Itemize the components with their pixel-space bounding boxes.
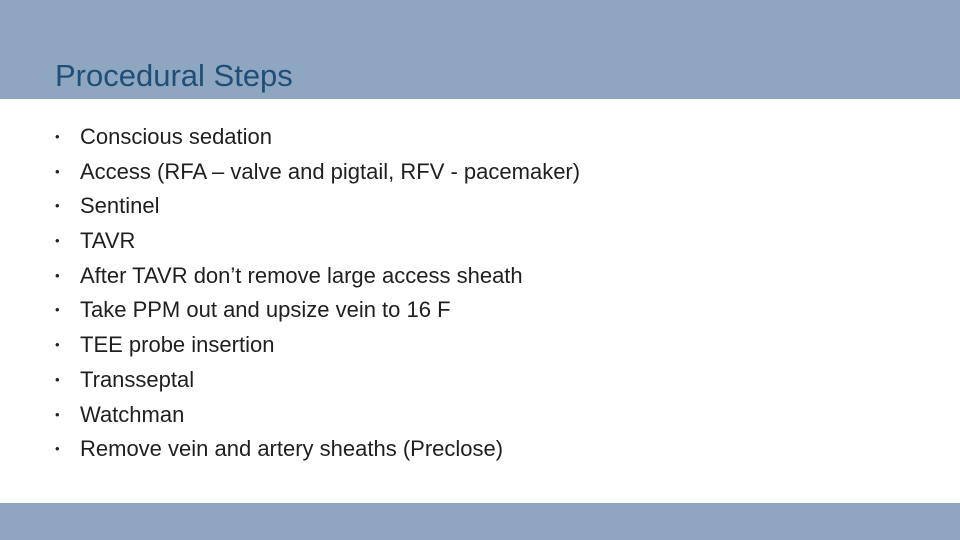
bullet-icon: • <box>55 441 60 457</box>
bullet-text: TEE probe insertion <box>80 332 275 358</box>
bullet-icon: • <box>55 163 60 179</box>
bullet-text: Conscious sedation <box>80 124 273 149</box>
slide-title: Procedural Steps <box>55 58 293 93</box>
bullet-icon: • <box>55 406 60 422</box>
bullet-text: Watchman <box>80 401 185 427</box>
bullet-icon: • <box>55 129 60 144</box>
bullet-text: TAVR <box>80 228 136 254</box>
bullet-text: Transseptal <box>80 366 195 392</box>
bullet-icon: • <box>55 233 60 249</box>
bullet-text: Sentinel <box>80 193 160 219</box>
bullet-icon: • <box>55 198 60 214</box>
bullet-text: Access (RFA – valve and pigtail, RFV - pacemaker) <box>80 158 581 184</box>
bullet-text: Remove vein and artery sheaths (Preclose) <box>80 436 504 462</box>
bullet-text: Take PPM out and upsize vein to 16 F <box>80 297 451 323</box>
footer-band <box>0 503 960 540</box>
bullet-icon: • <box>55 267 60 283</box>
bullet-icon: • <box>55 302 60 318</box>
bullet-icon: • <box>55 371 60 387</box>
bullet-text: After TAVR don’t remove large access sheath <box>80 262 523 288</box>
bullet-icon: • <box>55 337 60 353</box>
